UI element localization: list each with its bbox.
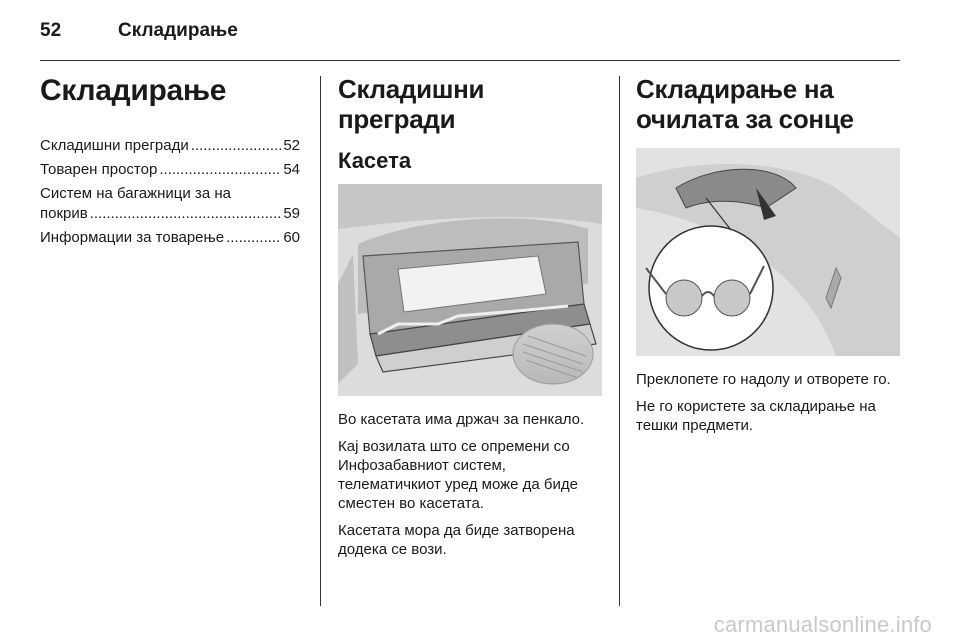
page-header xyxy=(40,20,238,42)
toc-entry-label: покрив xyxy=(40,205,88,222)
toc-leader-dots xyxy=(90,204,282,224)
chapter-title: Складирање xyxy=(40,74,227,107)
toc-entry[interactable] xyxy=(40,184,300,224)
page-number: 52 xyxy=(40,20,62,41)
sunglasses-holder-illustration xyxy=(636,148,900,356)
toc-entry[interactable] xyxy=(40,228,300,248)
column-divider-1 xyxy=(320,76,321,606)
column-divider-2 xyxy=(619,76,620,606)
header-title: Складирање xyxy=(118,20,238,41)
body-paragraph: Во касетата има држач за пенкало. xyxy=(338,411,585,428)
body-paragraph: Кај возилата што се опремени со Инфозабавниот систем, телематичкиот уред може да биде сместен во касетата. xyxy=(338,438,578,512)
toc-entry-page: 54 xyxy=(283,161,300,178)
section-subtitle: Касета xyxy=(338,148,412,173)
section-title: Складирање на очилата за сонце xyxy=(636,74,854,134)
toc-entry[interactable] xyxy=(40,136,300,156)
watermark: carmanualsonline.info xyxy=(713,612,932,637)
toc-leader-dots xyxy=(191,136,282,156)
body-paragraph: Не го користете за складирање на тешки предмети. xyxy=(636,398,876,434)
toc-entry-label: Товарен простор xyxy=(40,161,158,178)
toc-entry-label: Информации за товарење xyxy=(40,229,225,246)
toc-leader-dots xyxy=(159,160,281,180)
body-paragraph: Касетата мора да биде затворена додека се вози. xyxy=(338,522,575,558)
body-paragraph: Преклопете го надолу и отворете го. xyxy=(636,371,891,388)
table-of-contents xyxy=(40,136,300,248)
toc-leader-dots xyxy=(226,228,281,248)
glovebox-column xyxy=(338,74,604,567)
section-title: Складишни прегради xyxy=(338,74,485,134)
toc-entry[interactable] xyxy=(40,160,300,180)
sunglasses-column xyxy=(636,74,900,443)
toc-entry-page: 60 xyxy=(283,229,300,246)
toc-entry-page: 52 xyxy=(283,137,300,154)
toc-column xyxy=(40,74,300,252)
toc-entry-page: 59 xyxy=(283,205,300,222)
glovebox-illustration xyxy=(338,184,602,396)
header-rule xyxy=(40,60,900,61)
toc-entry-label-line1: Систем на багажници за на xyxy=(40,185,231,202)
toc-entry-label: Складишни прегради xyxy=(40,137,189,154)
